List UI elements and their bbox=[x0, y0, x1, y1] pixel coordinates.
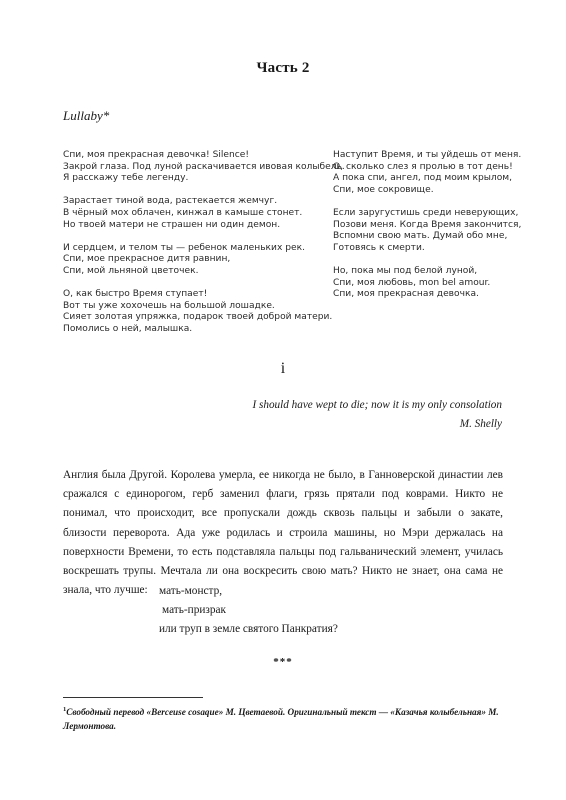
part-title: Часть 2 bbox=[256, 60, 310, 76]
body-paragraph: Англия была Другой. Королева умерла, ее никогда не было, в Ганноверской династии лев сражался с единорогом, герб заменил флаги, грязь прятали под коврами. Никто не понимал, что происходит, все пропускали дождь сквозь пальцы и забыли о закате, близости переворота. Ада уже родилась и строила машины, но Мэри держалась на поверхности Времени, то есть подставляла пальцы под гальванический элемент, училась воскрешать трупы. Мечтала ли она воскресить свою мать? Никто не знает, она сама не знала, что лучше: bbox=[63, 469, 503, 597]
poem-line: Вспомни свою мать. Думай обо мне, bbox=[333, 231, 508, 242]
poem-line: О, сколько слез я пролью в тот день! bbox=[333, 161, 513, 172]
section-number: i bbox=[280, 360, 286, 377]
poem-stanza bbox=[333, 150, 521, 196]
epigraph bbox=[252, 396, 502, 433]
poem-line: Но твоей матери не страшен ни один демон. bbox=[63, 219, 281, 230]
poem-line: Вот ты уже хохочешь на большой лошадке. bbox=[63, 300, 275, 311]
poem-line: Спи, мое прекрасное дитя равнин, bbox=[63, 254, 231, 265]
poem-stanza bbox=[63, 196, 345, 231]
poem-stanza bbox=[63, 150, 345, 185]
footnote-text: Свободный перевод «Berceuse cosaque» М. Цветаевой. Оригинальный текст — «Казачья колыбельная» М. Лермонтова. bbox=[63, 707, 499, 732]
poem-line: Но, пока мы под белой луной, bbox=[333, 265, 478, 276]
verse-block bbox=[159, 582, 338, 640]
poem-line: Спи, мой льняной цветочек. bbox=[63, 265, 199, 276]
poem-line: Спи, моя любовь, mon bel amour. bbox=[333, 277, 491, 288]
poem-line: Позови меня. Когда Время закончится, bbox=[333, 219, 522, 230]
poem-line: Я расскажу тебе легенду. bbox=[63, 173, 189, 184]
poem-stanza bbox=[63, 243, 345, 278]
poem-right-column bbox=[333, 150, 521, 312]
footnote-marker: 1 bbox=[63, 706, 67, 713]
poem-line: В чёрный мох облачен, кинжал в камыше стонет. bbox=[63, 207, 303, 218]
poem-line: Сияет золотая упряжка, подарок твоей доброй матери. bbox=[63, 312, 333, 323]
poem-line: А пока спи, ангел, под моим крылом, bbox=[333, 173, 513, 184]
poem-stanza bbox=[333, 266, 521, 301]
poem-stanza bbox=[63, 289, 345, 335]
poem-line: И сердцем, и телом ты — ребенок маленьких рек. bbox=[63, 242, 305, 253]
poem-line: Спи, моя прекрасная девочка! Silence! bbox=[63, 150, 250, 160]
poem-line: О, как быстро Время ступает! bbox=[63, 289, 208, 300]
footnote-divider bbox=[63, 697, 203, 698]
epigraph-author: M. Shelly bbox=[459, 417, 502, 430]
verse-line: мать-монстр, bbox=[159, 585, 223, 597]
section-separator: *** bbox=[273, 656, 293, 668]
poem-line: Готовясь к смерти. bbox=[333, 242, 425, 253]
poem-line: Зарастает тиной вода, растекается жемчуг. bbox=[63, 196, 278, 207]
poem-line: Спи, мое сокровище. bbox=[333, 184, 434, 195]
verse-line: или труп в земле святого Панкратия? bbox=[159, 623, 338, 636]
poem-stanza bbox=[333, 208, 521, 254]
footnote bbox=[63, 703, 503, 733]
poem-line: Наступит Время, и ты уйдешь от меня. bbox=[333, 150, 522, 160]
poem-line: Помолись о ней, малышка. bbox=[63, 323, 193, 334]
verse-line: мать-призрак bbox=[162, 604, 226, 617]
epigraph-quote: I should have wept to die; now it is my only consolation bbox=[252, 399, 502, 411]
poem-left-column bbox=[63, 150, 345, 347]
poem-line: Спи, моя прекрасная девочка. bbox=[333, 289, 479, 300]
poem-line: Если заругустишь среди неверующих, bbox=[333, 207, 519, 218]
poem-title: Lullaby* bbox=[63, 108, 110, 123]
poem-line: Закрой глаза. Под луной раскачивается ивовая колыбель. bbox=[63, 161, 345, 172]
